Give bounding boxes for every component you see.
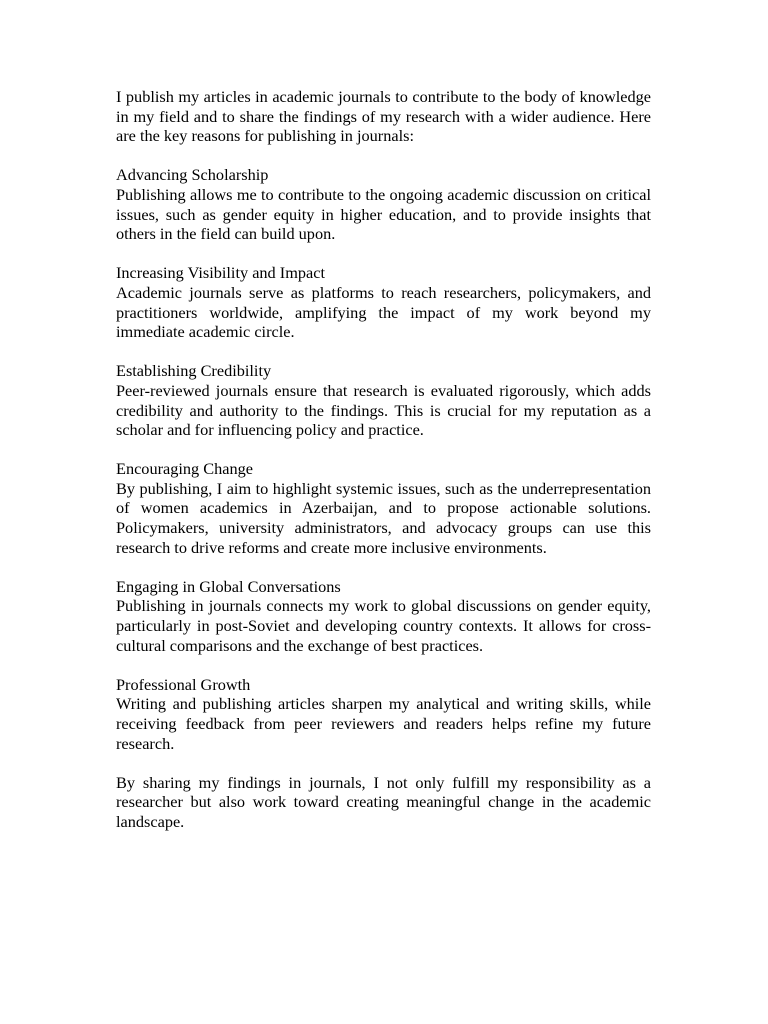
section-heading: Establishing Credibility: [116, 361, 272, 381]
document-page: [116, 87, 651, 851]
section-body: Publishing allows me to contribute to the ongoing academic discussion on critical issues, such as gender equity in higher education, and to provide insights that others in the field can build upon.: [116, 184, 651, 244]
section-increasing-visibility: [116, 263, 651, 341]
section-heading: Advancing Scholarship: [116, 165, 269, 185]
conclusion-paragraph: By sharing my findings in journals, I not only fulfill my responsibility as a researcher but also work toward creating meaningful change in the academic landscape.: [116, 772, 651, 831]
section-body: Peer-reviewed journals ensure that research is evaluated rigorously, which adds credibility and authority to the findings. This is crucial for my reputation as a scholar and for influencing policy and practice.: [116, 380, 651, 440]
section-heading: Increasing Visibility and Impact: [116, 263, 325, 283]
section-body: Publishing in journals connects my work to global discussions on gender equity, particularly in post-Soviet and developing country contexts. It allows for cross-cultural comparisons and the exchange of best practices.: [116, 596, 651, 655]
section-body: Writing and publishing articles sharpen my analytical and writing skills, while receiving feedback from peer reviewers and readers helps refine my future research.: [116, 694, 651, 753]
section-heading: Professional Growth: [116, 674, 251, 694]
section-professional-growth: [116, 675, 651, 753]
section-body: Academic journals serve as platforms to reach researchers, policymakers, and practitioners worldwide, amplifying the impact of my work beyond my immediate academic circle.: [116, 282, 651, 342]
section-global-conversations: [116, 577, 651, 655]
intro-paragraph: I publish my articles in academic journals to contribute to the body of knowledge in my field and to share the findings of my research with a wider audience. Here are the key reasons for publishing in journals:: [116, 87, 651, 146]
section-establishing-credibility: [116, 361, 651, 439]
section-encouraging-change: [116, 459, 651, 557]
section-body: By publishing, I aim to highlight systemic issues, such as the underrepresentation of women academics in Azerbaijan, and to propose actionable solutions. Policymakers, university administrators, and advocacy groups can use this research to drive reforms and create more inclusive environments.: [116, 478, 651, 557]
section-heading: Encouraging Change: [116, 459, 253, 479]
section-advancing-scholarship: [116, 165, 651, 243]
section-heading: Engaging in Global Conversations: [116, 576, 341, 596]
